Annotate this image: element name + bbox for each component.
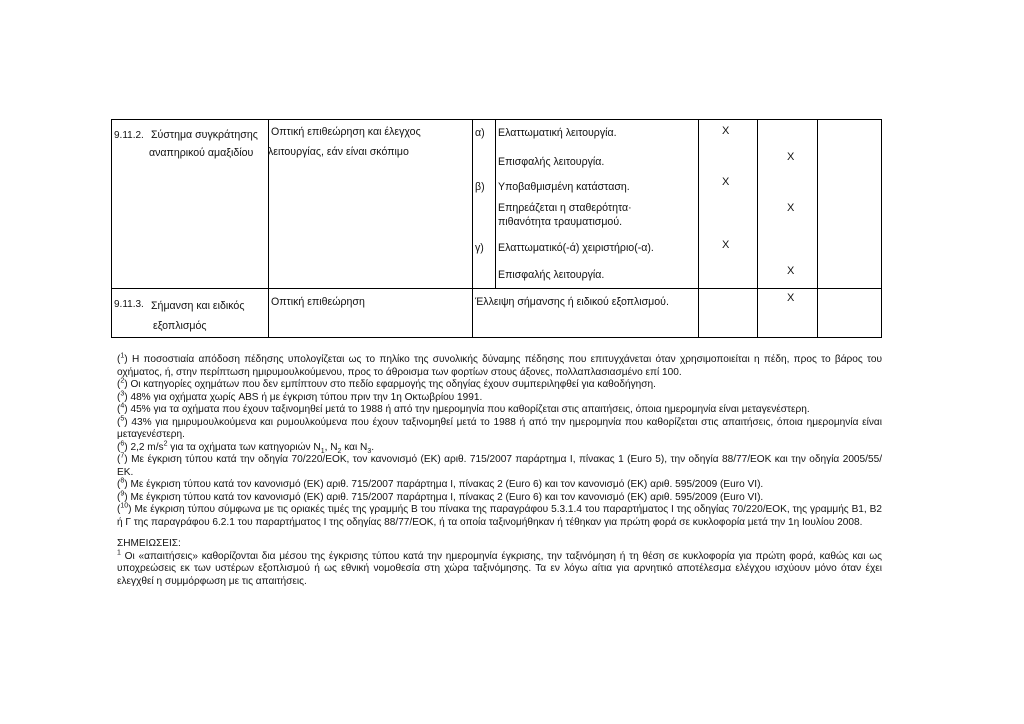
mark-x: X [722,176,730,188]
item-number: 9.11.2. [114,130,144,141]
defect-text: Έλλειψη σήμανσης ή ειδικού εξοπλισμού. [475,296,669,308]
inspection-method-cont: λειτουργίας, εάν είναι σκόπιμο [268,146,409,158]
mark-x: X [787,292,795,304]
notes-heading: ΣΗΜΕΙΩΣΕΙΣ: [117,538,181,549]
defect-text-cont: πιθανότητα τραυματισμού. [498,216,623,228]
row-divider [111,288,882,289]
mark-x: X [787,202,795,214]
column-divider [698,119,699,338]
inspection-table [111,119,882,338]
note-text: $^1$ Οι «απαιτήσεις» καθορίζονται δια μέσου της έγκρισης τύπου κατά την ημερομηνία έγκρισης, την ταξινόμηση ή τη θέση σε κυκλοφορία για πρώτη φορά, καθώς και ως υποχρεώσεις εκ των υστέρων εξοπλισμού ή ως εθνική νομοθεσία στη χώρα ταξινόμησης. Τα εν λόγω αίτια για αρνητικό αποτέλεσμα ελέγχου ισχύουν μόνο όταν έχει ελεγχθεί η συμμόρφωση με τις απαιτήσεις. [117,549,882,587]
inspection-method: Οπτική επιθεώρηση [271,296,365,308]
column-divider [757,119,758,338]
footnote: ($^4$) 45% για τα οχήματα που έχουν ταξινομηθεί μετά το 1988 ή από την ημερομηνία που καθορίζεται στις απαιτήσεις, όποια ημερομηνία είναι μεταγενέστερη. [117,402,810,415]
footnote: ($^9$) Με έγκριση τύπου κατά τον κανονισμό (ΕΚ) αριθ. 715/2007 παράρτημα I, πίνακας 2 (Euro 6) και τον κανονισμό (ΕΚ) αριθ. 595/2009 (Euro VI). [117,490,764,503]
defect-letter: γ) [475,242,484,254]
table-left-border [111,119,112,338]
item-number: 9.11.3. [114,299,144,310]
footnotes [117,354,882,588]
defect-text: Ελαττωματική λειτουργία. [498,127,617,139]
defect-text: Επηρεάζεται η σταθερότητα· [498,202,632,214]
column-divider [817,119,818,338]
item-name-cont: αναπηρικού αμαξιδίου [149,147,254,159]
footnote: ($^8$) Με έγκριση τύπου κατά τον κανονισμό (ΕΚ) αριθ. 715/2007 παράρτημα I, πίνακας 2 (Euro 6) και τον κανονισμό (ΕΚ) αριθ. 595/2009 (Euro VI). [117,477,764,490]
column-divider [472,119,473,338]
column-divider [495,119,496,288]
defect-text: Ελαττωματικό(-ά) χειριστήριο(-α). [498,242,654,254]
mark-x: X [787,151,795,163]
footnote: ($^7$) Με έγκριση τύπου κατά την οδηγία 70/220/ΕΟΚ, τον κανονισμό (ΕΚ) αριθ. 715/2007 παράρτημα I, πίνακας 1 (Euro 5), την οδηγία 88/77/ΕΟΚ και την οδηγία 2005/55/ΕΚ. [117,452,882,478]
item-name: Σύστημα συγκράτησης [151,129,258,141]
footnote: ($^6$) 2,2 $m/s^2$ για τα οχήματα των κατηγοριών $N_1$, $N_2$ και $N_3$. [117,440,375,455]
footnote: ($^2$) Οι κατηγορίες οχημάτων που δεν εμπίπτουν στο πεδίο εφαρμογής της οδηγίας έχουν συμπεριληφθεί για καθοδήγηση. [117,377,656,390]
item-name: Σήμανση και ειδικός [151,300,245,312]
defect-letter: α) [475,127,485,139]
item-name-cont: εξοπλισμός [153,320,207,332]
footnote: ($^5$) 43% για ημιρυμουλκούμενα και ρυμουλκούμενα που έχουν ταξινομηθεί μετά το 1988 ή από την ημερομηνία που καθορίζεται στις απαιτήσεις, όποια ημερομηνία είναι μεταγενέστερη. [117,415,882,440]
mark-x: X [722,125,730,137]
footnote: ($^3$) 48% για οχήματα χωρίς ABS ή με έγκριση τύπου πριν την 1η Οκτωβρίου 1991. [117,390,483,403]
defect-text: Υποβαθμισμένη κατάσταση. [498,181,630,193]
mark-x: X [722,239,730,251]
mark-x: X [787,265,795,277]
defect-text: Επισφαλής λειτουργία. [498,269,605,281]
table-right-border [881,119,882,338]
defect-letter: β) [475,181,485,193]
defect-text: Επισφαλής λειτουργία. [498,156,605,168]
table-top-border [111,119,882,120]
inspection-method: Οπτική επιθεώρηση και έλεγχος [271,126,421,138]
footnote: ($^1$) Η ποσοστιαία απόδοση πέδησης υπολογίζεται ως το πηλίκο της συνολικής δύναμης πέδησης που επιτυγχάνεται όταν χρησιμοποιείται η πέδη, προς το βάρος του οχήματος, ή, στην περίπτωση ημιρυμουλκούμενου, προς το άθροισμα των φορτίων στους άξονες, πολλαπλασιασμένο επί 100. [117,352,883,378]
table-bottom-border [111,337,882,338]
footnote: ($^{10}$) Με έγκριση τύπου σύμφωνα με τις οριακές τιμές της γραμμής B του πίνακα της παραγράφου 5.3.1.4 του παραρτήματος I της οδηγίας 70/220/ΕΟΚ, της γραμμής B1, B2 ή Γ της παραγράφου 6.2.1 του παραρτήματος I της οδηγίας 88/77/ΕΟΚ, ή τα οποία ταξινομήθηκαν ή τέθηκαν για πρώτη φορά σε κυκλοφορία μετά την 1η Ιουλίου 2008. [117,502,882,528]
